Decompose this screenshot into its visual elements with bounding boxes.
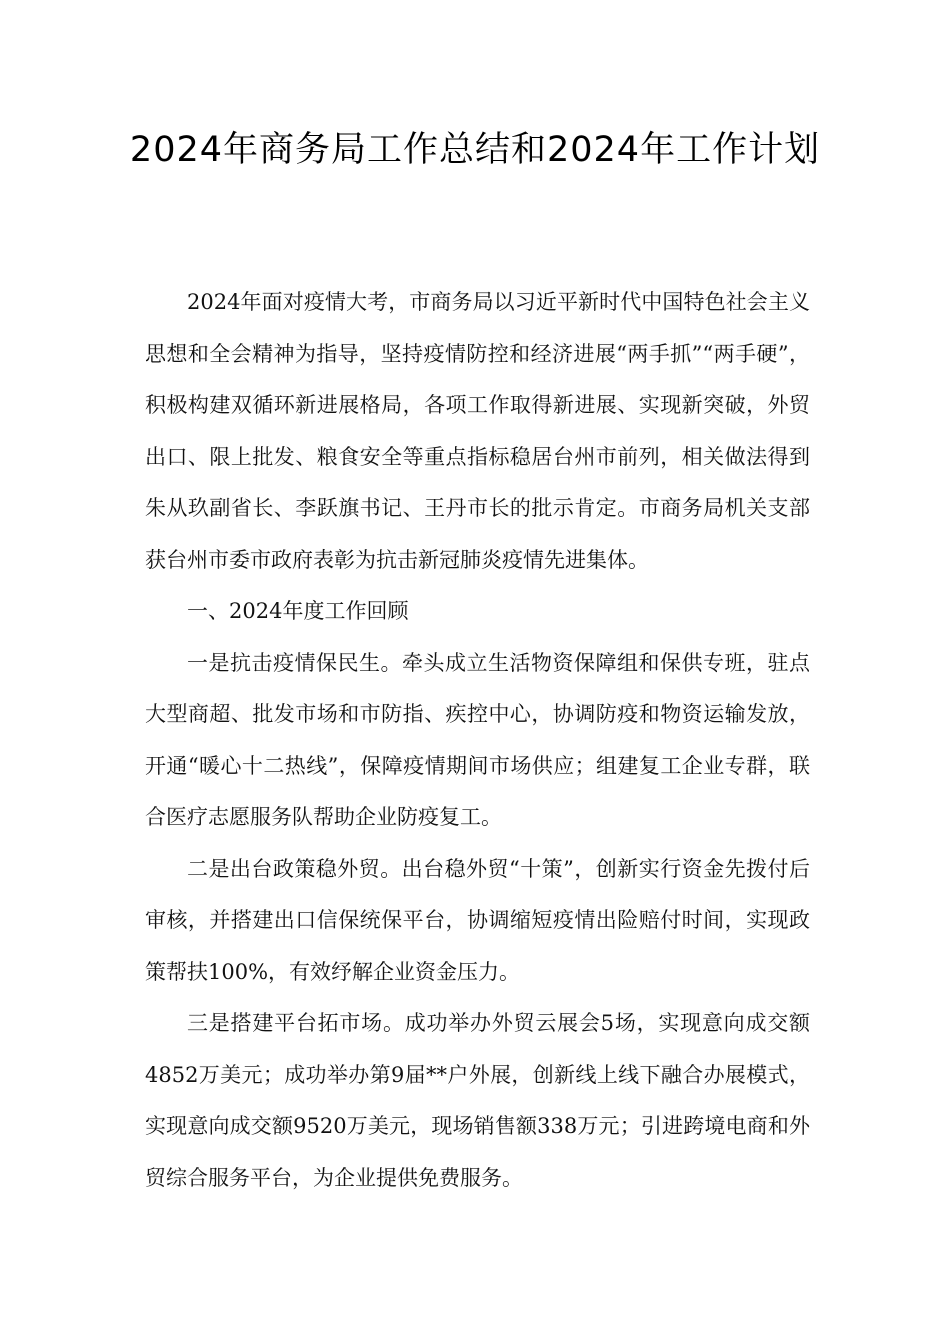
paragraph-item-3: 三是搭建平台拓市场。成功举办外贸云展会5场，实现意向成交额4852万美元；成功举办第9届**户外展，创新线上线下融合办展模式，实现意向成交额9520万美元，现场销售额338万元；引进跨境电商和外贸综合服务平台，为企业提供免费服务。	[145, 1011, 810, 1190]
paragraph-item-1: 一是抗击疫情保民生。牵头成立生活物资保障组和保供专班，驻点大型商超、批发市场和市防指、疾控中心，协调防疫和物资运输发放，开通“暖心十二热线”，保障疫情期间市场供应；组建复工企业专群，联合医疗志愿服务队帮助企业防疫复工。	[145, 650, 810, 829]
paragraph-item-2: 二是出台政策稳外贸。出台稳外贸“十策”，创新实行资金先拨付后审核，并搭建出口信保统保平台，协调缩短疫情出险赔付时间，实现政策帮扶100%，有效纾解企业资金压力。	[145, 856, 810, 984]
intro-paragraph: 2024年面对疫情大考，市商务局以习近平新时代中国特色社会主义思想和全会精神为指导，坚持疫情防控和经济进展“两手抓”“两手硬”，积极构建双循环新进展格局，各项工作取得新进展、实现新突破，外贸出口、限上批发、粮食安全等重点指标稳居台州市前列，相关做法得到朱从玖副省长、李跃旗书记、王丹市长的批示肯定。市商务局机关支部获台州市委市政府表彰为抗击新冠肺炎疫情先进集体。	[145, 290, 810, 572]
document-title: 2024年商务局工作总结和2024年工作计划	[129, 130, 821, 170]
section-heading: 一、2024年度工作回顾	[187, 599, 409, 623]
document-body	[145, 277, 810, 1204]
